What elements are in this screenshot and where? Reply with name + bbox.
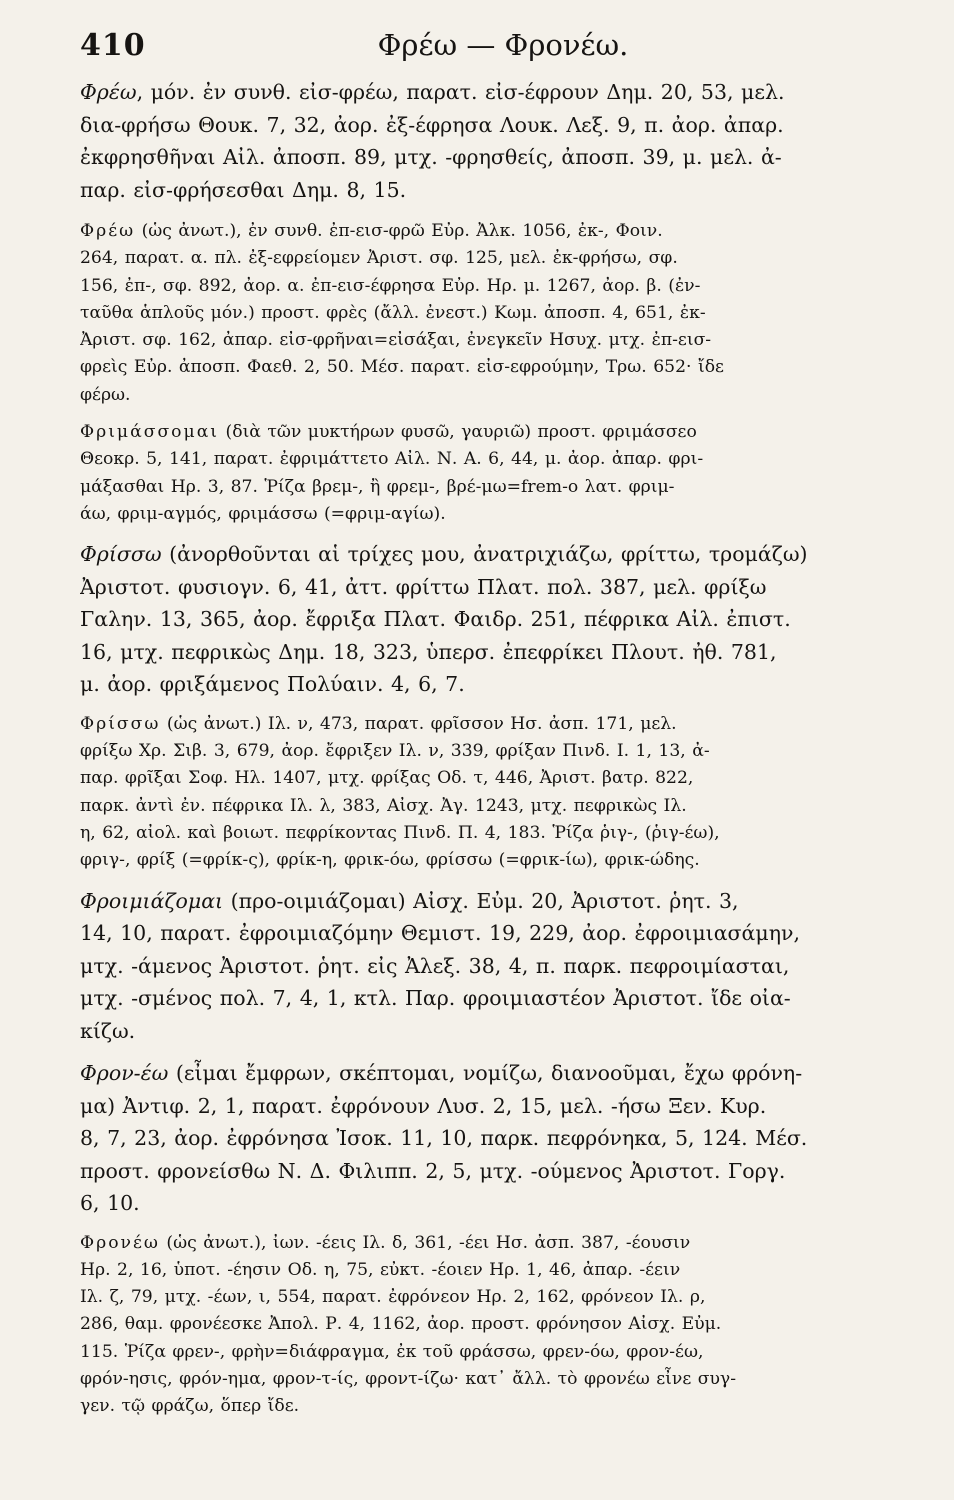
entry-text: (προ-οιμιάζομαι) Αἰσχ. Εὐμ. 20, Ἀριστοτ. ῥητ. 3, bbox=[223, 888, 739, 913]
entry-text: 6, 10. bbox=[80, 1191, 140, 1216]
entry-text: 16, μτχ. πεφρικὼς Δημ. 18, 323, ὑπερσ. ἐπεφρίκει Πλουτ. ἠθ. 781, bbox=[80, 639, 777, 664]
entry-text: άω, φριμ-αγμός, φριμάσσω (=φριμ-αγίω). bbox=[80, 503, 446, 524]
entry-text: Θεοκρ. 5, 141, παρατ. ἐφριμάττετο Αἰλ. Ν. Α. 6, 44, μ. ἀορ. ἀπαρ. φρι- bbox=[80, 449, 704, 470]
entry-text: Ἀριστοτ. φυσιογν. 6, 41, ἀττ. φρίττω Πλατ. πολ. 387, μελ. φρίξω bbox=[80, 574, 767, 599]
dictionary-entry bbox=[80, 711, 896, 875]
entry-text: μα) Ἀντιφ. 2, 1, παρατ. ἐφρόνουν Λυσ. 2, 15, μελ. -ήσω Ξεν. Κυρ. bbox=[80, 1093, 767, 1118]
entry-text: 264, παρατ. α. πλ. ἐξ-εφρείομεν Ἀριστ. σφ. 125, μελ. ἐκ-φρήσω, σφ. bbox=[80, 248, 678, 269]
entry-line bbox=[80, 382, 896, 409]
entry-text: μτχ. -σμένος πολ. 7, 4, 1, κτλ. Παρ. φροιμιαστέον Ἀριστοτ. ἴδε οἰα- bbox=[80, 986, 791, 1011]
entry-line bbox=[80, 636, 896, 669]
entry-text: φριγ-, φρίξ (=φρίκ-ς), φρίκ-η, φρικ-όω, φρίσσω (=φρικ-ίω), φρικ-ώδης. bbox=[80, 850, 700, 871]
entry-lemma: Φριμάσσομαι bbox=[80, 422, 220, 443]
entry-line bbox=[80, 738, 896, 765]
entry-line bbox=[80, 1155, 896, 1188]
entry-line bbox=[80, 1284, 896, 1311]
entry-text: Ηρ. 2, 16, ὑποτ. -έησιν Οδ. η, 75, εὐκτ. -έοιεν Ηρ. 1, 46, ἀπαρ. -έειν bbox=[80, 1259, 681, 1280]
entry-lemma: Φρον-έω bbox=[80, 1061, 169, 1086]
entry-line bbox=[80, 446, 896, 473]
entry-line bbox=[80, 273, 896, 300]
entry-line bbox=[80, 1393, 896, 1420]
entry-line bbox=[80, 218, 896, 245]
entry-line bbox=[80, 474, 896, 501]
entry-text: (διὰ τῶν μυκτήρων φυσῶ, γαυριῶ) προστ. φριμάσσεο bbox=[219, 422, 697, 443]
entry-line bbox=[80, 820, 896, 847]
entry-line bbox=[80, 419, 896, 446]
entry-text: (ὡς ἀνωτ.), ἐν συνθ. ἐπ-εισ-φρῶ Εὐρ. Ἀλκ. 1056, ἐκ-, Φοιν. bbox=[135, 221, 663, 241]
entry-line bbox=[80, 1366, 896, 1393]
entry-text: (ὡς ἀνωτ.) Ιλ. ν, 473, παρατ. φρῖσσον Ησ. ἀσπ. 171, μελ. bbox=[160, 713, 677, 734]
entry-text: παρκ. ἀντὶ ἐν. πέφρικα Ιλ. λ, 383, Αἰσχ. Ἀγ. 1243, μτχ. πεφρικὼς Ιλ. bbox=[80, 795, 687, 816]
entry-line bbox=[80, 885, 896, 918]
entry-line bbox=[80, 1122, 896, 1155]
entry-lemma: Φρέω bbox=[80, 80, 137, 104]
entry-line bbox=[80, 668, 896, 701]
entry-text: (ὡς ἀνωτ.), ἰων. -έεις Ιλ. δ, 361, -έει Ησ. ἀσπ. 387, -έουσιν bbox=[159, 1232, 691, 1253]
dictionary-entry bbox=[80, 1057, 896, 1220]
dictionary-entry bbox=[80, 1230, 896, 1421]
entry-text: Γαλην. 13, 365, ἀορ. ἔφριξα Πλατ. Φαιδρ. 251, πέφρικα Αἰλ. ἐπιστ. bbox=[80, 607, 791, 632]
entry-line bbox=[80, 1015, 896, 1048]
entry-text: 14, 10, παρατ. ἐφροιμιαζόμην Θεμιστ. 19, 229, ἀορ. ἐφροιμιασάμην, bbox=[80, 921, 800, 946]
entry-text: παρ. εἰσ-φρήσεσθαι Δημ. 8, 15. bbox=[80, 177, 407, 202]
entry-line bbox=[80, 76, 896, 109]
entry-line bbox=[80, 354, 896, 381]
entry-text: 115. Ῥίζα φρεν-, φρὴν=διάφραγμα, ἐκ τοῦ φράσσω, φρεν-όω, φρον-έω, bbox=[80, 1341, 704, 1362]
dictionary-entry bbox=[80, 76, 896, 206]
entry-line bbox=[80, 1057, 896, 1090]
entry-lemma: Φρίσσω bbox=[80, 542, 162, 567]
dictionary-entries bbox=[80, 76, 896, 1421]
dictionary-entry bbox=[80, 885, 896, 1048]
entry-text: 286, θαμ. φρονέεσκε Ἀπολ. Ρ. 4, 1162, ἀορ. προστ. φρόνησον Αἰσχ. Εὐμ. bbox=[80, 1314, 722, 1335]
entry-line bbox=[80, 141, 896, 174]
entry-text: ταῦθα ἁπλοῦς μόν.) προστ. φρὲς (ἄλλ. ἐνεστ.) Κωμ. ἀποσπ. 4, 651, ἐκ- bbox=[80, 302, 706, 323]
page-number: 410 bbox=[80, 28, 146, 63]
entry-text: προστ. φρονείσθω Ν. Δ. Φιλιππ. 2, 5, μτχ. -ούμενος Ἀριστοτ. Γοργ. bbox=[80, 1158, 786, 1183]
page-header bbox=[80, 28, 896, 76]
entry-line bbox=[80, 571, 896, 604]
entry-text: ἐκφρησθῆναι Αἰλ. ἀποσπ. 89, μτχ. -φρησθείς, ἀποσπ. 39, μ. μελ. ἀ- bbox=[80, 145, 782, 169]
entry-line bbox=[80, 793, 896, 820]
entry-line bbox=[80, 300, 896, 327]
entry-text: η, 62, αἰολ. καὶ βοιωτ. πεφρίκοντας Πινδ. Π. 4, 183. Ῥίζα ῥιγ-, (ῥιγ-έω), bbox=[80, 822, 720, 843]
entry-lemma: Φρέω bbox=[80, 221, 136, 241]
entry-lemma: Φροιμιάζομαι bbox=[80, 888, 224, 913]
entry-text: μάξασθαι Ηρ. 3, 87. Ῥίζα βρεμ-, ἢ φρεμ-, βρέ-μω=frem-o λατ. φριμ- bbox=[80, 476, 675, 497]
entry-line bbox=[80, 174, 896, 207]
entry-line bbox=[80, 1257, 896, 1284]
entry-text: μτχ. -άμενος Ἀριστοτ. ῥητ. εἰς Ἀλεξ. 38, 4, π. παρκ. πεφροιμίασται, bbox=[80, 953, 790, 978]
entry-line bbox=[80, 711, 896, 738]
entry-line bbox=[80, 982, 896, 1015]
entry-line bbox=[80, 917, 896, 950]
entry-text: γεν. τῷ φράζω, ὅπερ ἴδε. bbox=[80, 1396, 300, 1417]
entry-line bbox=[80, 109, 896, 142]
entry-text: φρίξω Χρ. Σιβ. 3, 679, ἀορ. ἔφριξεν Ιλ. ν, 339, φρίξαν Πινδ. Ι. 1, 13, ἀ- bbox=[80, 741, 710, 762]
entry-text: φρεὶς Εὐρ. ἀποσπ. Φαεθ. 2, 50. Μέσ. παρατ. εἰσ-εφρούμην, Τρω. 652· ἴδε bbox=[80, 357, 724, 378]
entry-line bbox=[80, 538, 896, 571]
entry-text: (ἀνορθοῦνται αἱ τρίχες μου, ἀνατριχιάζω, φρίττω, τρομάζω) bbox=[161, 542, 808, 567]
entry-line bbox=[80, 1187, 896, 1220]
entry-line bbox=[80, 950, 896, 983]
entry-text: κίζω. bbox=[80, 1018, 136, 1043]
entry-text: (εἶμαι ἔμφρων, σκέπτομαι, νομίζω, διανοοῦμαι, ἔχω φρόνη- bbox=[168, 1061, 803, 1086]
entry-line bbox=[80, 1230, 896, 1257]
entry-text: 156, ἐπ-, σφ. 892, ἀορ. α. ἐπ-εισ-έφρησα Εὐρ. Ηρ. μ. 1267, ἀορ. β. (ἐν- bbox=[80, 275, 701, 296]
entry-lemma: Φρονέω bbox=[80, 1232, 160, 1253]
entry-line bbox=[80, 1311, 896, 1338]
entry-text: φρόν-ησις, φρόν-ημα, φρον-τ-ίς, φροντ-ίζω· κατ᾽ ἄλλ. τὸ φρονέω εἶνε συγ- bbox=[80, 1369, 736, 1390]
entry-text: Ἀριστ. σφ. 162, ἀπαρ. εἰσ-φρῆναι=εἰσάξαι, ἐνεγκεῖν Ησυχ. μτχ. ἐπ-εισ- bbox=[80, 330, 712, 351]
entry-text: δια-φρήσω Θουκ. 7, 32, ἀορ. ἐξ-έφρησα Λουκ. Λεξ. 9, π. ἀορ. ἀπαρ. bbox=[80, 112, 784, 137]
entry-line bbox=[80, 603, 896, 636]
entry-text: παρ. φρῖξαι Σοφ. Ηλ. 1407, μτχ. φρίξας Οδ. τ, 446, Ἀριστ. βατρ. 822, bbox=[80, 768, 694, 789]
entry-line bbox=[80, 1090, 896, 1123]
entry-text: φέρω. bbox=[80, 384, 131, 405]
entry-line bbox=[80, 245, 896, 272]
entry-line bbox=[80, 847, 896, 874]
dictionary-entry bbox=[80, 218, 896, 409]
dictionary-entry bbox=[80, 538, 896, 701]
entry-text: 8, 7, 23, ἀορ. ἐφρόνησα Ἰσοκ. 11, 10, παρκ. πεφρόνηκα, 5, 124. Μέσ. bbox=[80, 1126, 808, 1151]
entry-text: μ. ἀορ. φριξάμενος Πολύαιν. 4, 6, 7. bbox=[80, 672, 465, 697]
entry-text: Ιλ. ζ, 79, μτχ. -έων, ι, 554, παρατ. ἐφρόνεον Ηρ. 2, 162, φρόνεον Ιλ. ρ, bbox=[80, 1287, 706, 1308]
dictionary-entry bbox=[80, 419, 896, 528]
entry-line bbox=[80, 765, 896, 792]
entry-text: , μόν. ἐν συνθ. εἰσ-φρέω, παρατ. εἰσ-έφρουν Δημ. 20, 53, μελ. bbox=[136, 80, 785, 104]
entry-line bbox=[80, 501, 896, 528]
entry-line bbox=[80, 1339, 896, 1366]
entry-lemma: Φρίσσω bbox=[80, 713, 161, 734]
entry-line bbox=[80, 327, 896, 354]
running-head: Φρέω — Φρονέω. bbox=[377, 28, 629, 62]
